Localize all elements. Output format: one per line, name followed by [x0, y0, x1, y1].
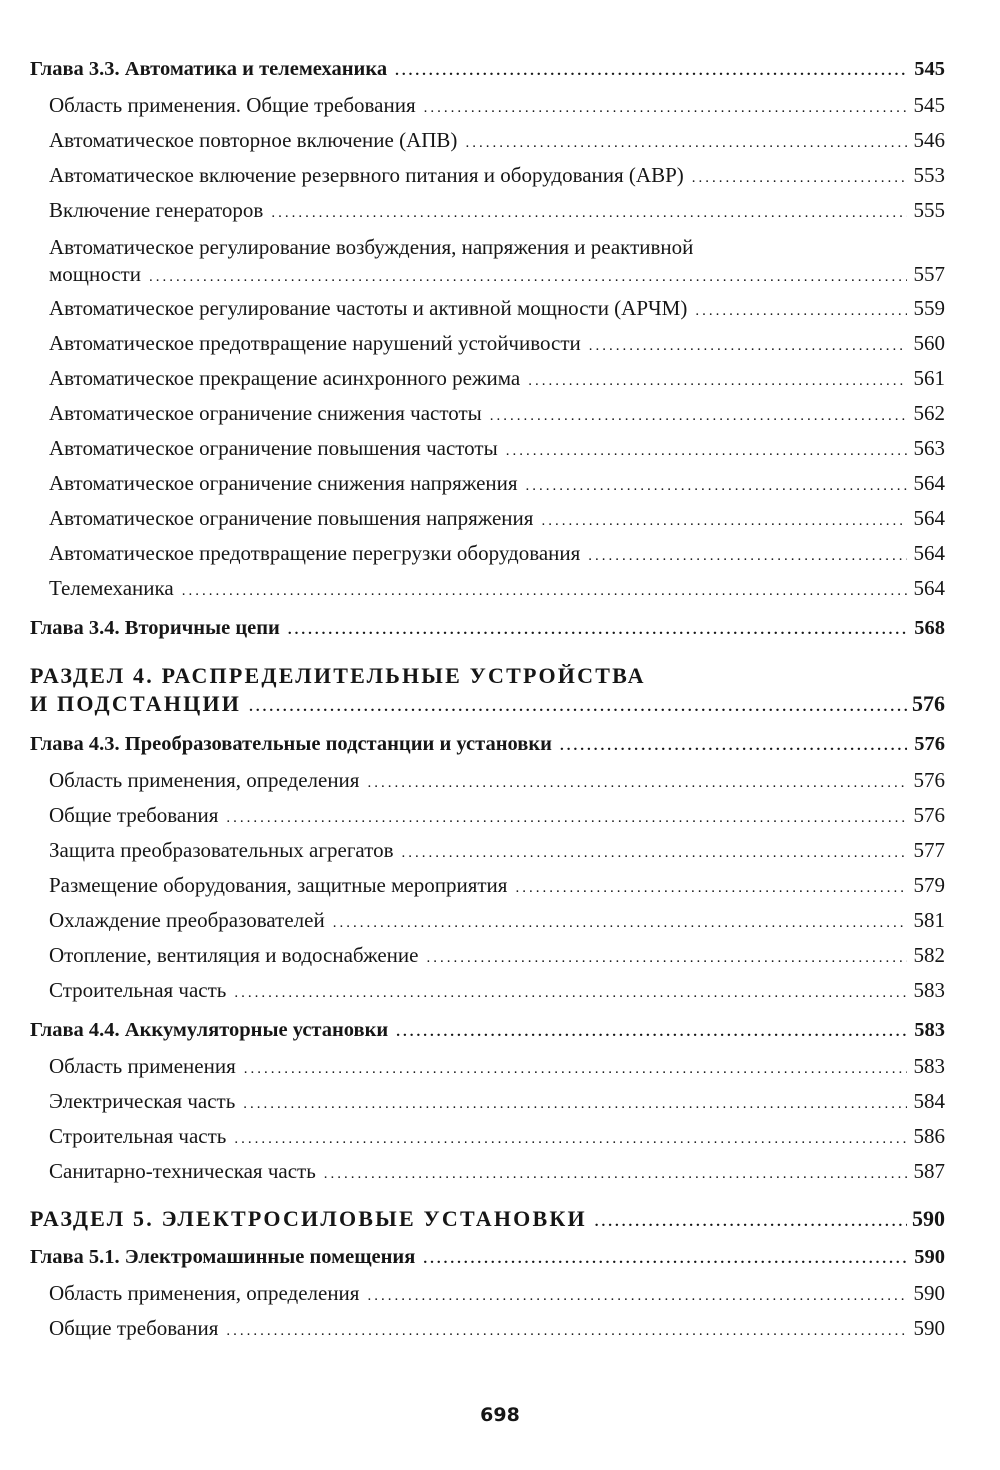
toc-page-number: 577: [913, 838, 945, 862]
toc-entry: [30, 576, 945, 611]
toc-entry: [30, 471, 945, 506]
toc-entry-title: Автоматическое регулирование частоты и активной мощности (АРЧМ): [49, 296, 688, 320]
toc-chapter-3-3: [30, 58, 945, 93]
dot-leader: [226, 811, 907, 826]
toc-entry: [30, 1281, 945, 1316]
toc-entry: [30, 1054, 945, 1089]
toc-entry: [30, 1316, 945, 1351]
dot-leader: [367, 776, 907, 791]
toc-entry-title: Автоматическое ограничение снижения частоты: [49, 401, 482, 425]
dot-leader: [541, 514, 907, 529]
toc-page-number: 559: [913, 296, 945, 320]
toc-page-number: 545: [913, 93, 945, 117]
dot-leader: [490, 409, 907, 424]
toc-entry-title: Охлаждение преобразователей: [49, 908, 325, 932]
toc-page-number: 568: [914, 617, 945, 639]
dot-leader: [692, 171, 907, 186]
toc-page-number: 590: [913, 1316, 945, 1340]
toc-section-4: [30, 660, 945, 727]
toc-page-number: 583: [913, 1054, 945, 1078]
dot-leader: [234, 986, 907, 1001]
toc-chapter-3-4: [30, 617, 945, 652]
toc-entry-title: Автоматическое предотвращение перегрузки оборудования: [49, 541, 581, 565]
toc-entry-title: Общие требования: [49, 1316, 219, 1340]
toc-page-number: 584: [913, 1089, 945, 1113]
dot-leader: [324, 1167, 907, 1182]
toc-entry: [30, 163, 945, 198]
toc-entry: [30, 803, 945, 838]
dot-leader: [528, 374, 907, 389]
toc-entry: [30, 943, 945, 978]
dot-leader: [249, 700, 907, 715]
toc-page-number: 590: [913, 1281, 945, 1305]
dot-leader: [234, 1132, 907, 1147]
toc-entry-multiline: [30, 233, 945, 296]
dot-leader: [226, 1324, 907, 1339]
toc-entry-title: Глава 5.1. Электромашинные помещения: [30, 1246, 416, 1268]
toc-page-number: 590: [914, 1246, 945, 1268]
toc-entry-title-line2: мощности: [49, 262, 141, 286]
toc-entry-title: Включение генераторов: [49, 198, 264, 222]
toc-chapter-4-3: [30, 733, 945, 768]
toc-page-number: 576: [913, 803, 945, 827]
toc-entry-title: Автоматическое повторное включение (АПВ): [49, 128, 458, 152]
toc-entry-title: Автоматическое включение резервного питания и оборудования (АВР): [49, 163, 684, 187]
dot-leader: [182, 584, 907, 599]
dot-leader: [423, 1252, 907, 1267]
toc-page-number: 579: [913, 873, 945, 897]
dot-leader: [589, 339, 907, 354]
toc-entry-title: Автоматическое предотвращение нарушений устойчивости: [49, 331, 581, 355]
toc-entry: [30, 331, 945, 366]
toc-entry-title: Общие требования: [49, 803, 219, 827]
toc-entry-title: Автоматическое прекращение асинхронного режима: [49, 366, 521, 390]
toc-entry-title: Защита преобразовательных агрегатов: [49, 838, 394, 862]
toc-entry-title: Автоматическое ограничение повышения напряжения: [49, 506, 534, 530]
toc-page-number: 590: [912, 1206, 945, 1231]
toc-entry: [30, 401, 945, 436]
toc-entry-title: Глава 3.4. Вторичные цепи: [30, 617, 280, 639]
toc-chapter-5-1: [30, 1246, 945, 1281]
dot-leader: [288, 623, 907, 638]
dot-leader: [333, 916, 907, 931]
toc-page-number: 583: [914, 1019, 945, 1041]
dot-leader: [426, 951, 907, 966]
toc-entry-title: Область применения: [49, 1054, 236, 1078]
toc-page-number: 561: [913, 366, 945, 390]
toc-page-number: 555: [913, 198, 945, 222]
toc-page-number: 560: [913, 331, 945, 355]
toc-entry-title-line1: Автоматическое регулирование возбуждения, напряжения и реактивной: [49, 235, 694, 259]
toc-page-number: 564: [913, 576, 945, 600]
toc-page-number: 583: [913, 978, 945, 1002]
toc-section-title-line2: И ПОДСТАНЦИИ: [30, 691, 242, 716]
toc-page-number: 582: [913, 943, 945, 967]
toc-section-title-line1: РАЗДЕЛ 4. РАСПРЕДЕЛИТЕЛЬНЫЕ УСТРОЙСТВА: [30, 663, 646, 688]
toc-entry: [30, 198, 945, 233]
toc-page-number: 576: [912, 691, 945, 716]
toc-page-number: 576: [913, 768, 945, 792]
dot-leader: [695, 304, 907, 319]
toc-entry-title: Электрическая часть: [49, 1089, 236, 1113]
toc-entry: [30, 366, 945, 401]
dot-leader: [395, 64, 907, 79]
toc-entry: [30, 978, 945, 1013]
toc-page-number: 581: [913, 908, 945, 932]
toc-entry-title: Размещение оборудования, защитные мероприятия: [49, 873, 508, 897]
table-of-contents: [30, 58, 945, 1351]
dot-leader: [595, 1215, 907, 1230]
dot-leader: [465, 136, 907, 151]
dot-leader: [367, 1289, 907, 1304]
dot-leader: [560, 739, 907, 754]
toc-section-title: РАЗДЕЛ 5. ЭЛЕКТРОСИЛОВЫЕ УСТАНОВКИ: [30, 1206, 587, 1231]
toc-entry: [30, 436, 945, 471]
dot-leader: [506, 444, 907, 459]
toc-entry: [30, 873, 945, 908]
toc-entry-title: Строительная часть: [49, 1124, 227, 1148]
toc-page-number: 587: [913, 1159, 945, 1183]
dot-leader: [271, 206, 907, 221]
dot-leader: [244, 1062, 907, 1077]
page-number-footer: 698: [480, 1404, 520, 1426]
toc-entry-title: Телемеханика: [49, 576, 174, 600]
dot-leader: [396, 1025, 907, 1040]
dot-leader: [402, 846, 907, 861]
toc-entry: [30, 1159, 945, 1194]
toc-page-number: 545: [914, 58, 945, 80]
toc-entry: [30, 768, 945, 803]
toc-page-number: 557: [913, 262, 945, 286]
toc-section-5: [30, 1206, 945, 1246]
toc-page-number: 586: [913, 1124, 945, 1148]
toc-page-number: 576: [914, 733, 945, 755]
toc-entry-title: Строительная часть: [49, 978, 227, 1002]
toc-entry: [30, 506, 945, 541]
toc-entry: [30, 93, 945, 128]
toc-entry: [30, 541, 945, 576]
toc-page-number: 564: [913, 541, 945, 565]
toc-entry: [30, 128, 945, 163]
toc-entry-title: Область применения, определения: [49, 1281, 360, 1305]
dot-leader: [526, 479, 907, 494]
toc-entry-title: Автоматическое ограничение повышения частоты: [49, 436, 498, 460]
toc-entry-title: Глава 4.4. Аккумуляторные установки: [30, 1019, 389, 1041]
toc-entry-title: Область применения. Общие требования: [49, 93, 416, 117]
toc-entry-title: Глава 4.3. Преобразовательные подстанции и установки: [30, 733, 552, 755]
dot-leader: [515, 881, 907, 896]
toc-entry: [30, 908, 945, 943]
toc-entry-title: Отопление, вентиляция и водоснабжение: [49, 943, 419, 967]
toc-page-number: 564: [913, 506, 945, 530]
toc-entry-title: Глава 3.3. Автоматика и телемеханика: [30, 58, 388, 80]
dot-leader: [424, 101, 907, 116]
dot-leader: [243, 1097, 907, 1112]
toc-entry-title: Автоматическое ограничение снижения напряжения: [49, 471, 518, 495]
toc-page-number: 546: [913, 128, 945, 152]
toc-page-number: 563: [913, 436, 945, 460]
toc-page-number: 564: [913, 471, 945, 495]
dot-leader: [149, 270, 907, 285]
toc-entry-title: Область применения, определения: [49, 768, 360, 792]
toc-entry: [30, 1089, 945, 1124]
toc-entry: [30, 296, 945, 331]
toc-page-number: 553: [913, 163, 945, 187]
toc-chapter-4-4: [30, 1019, 945, 1054]
toc-entry-title: Санитарно-техническая часть: [49, 1159, 316, 1183]
toc-page-number: 562: [913, 401, 945, 425]
dot-leader: [588, 549, 907, 564]
toc-entry: [30, 1124, 945, 1159]
toc-entry: [30, 838, 945, 873]
